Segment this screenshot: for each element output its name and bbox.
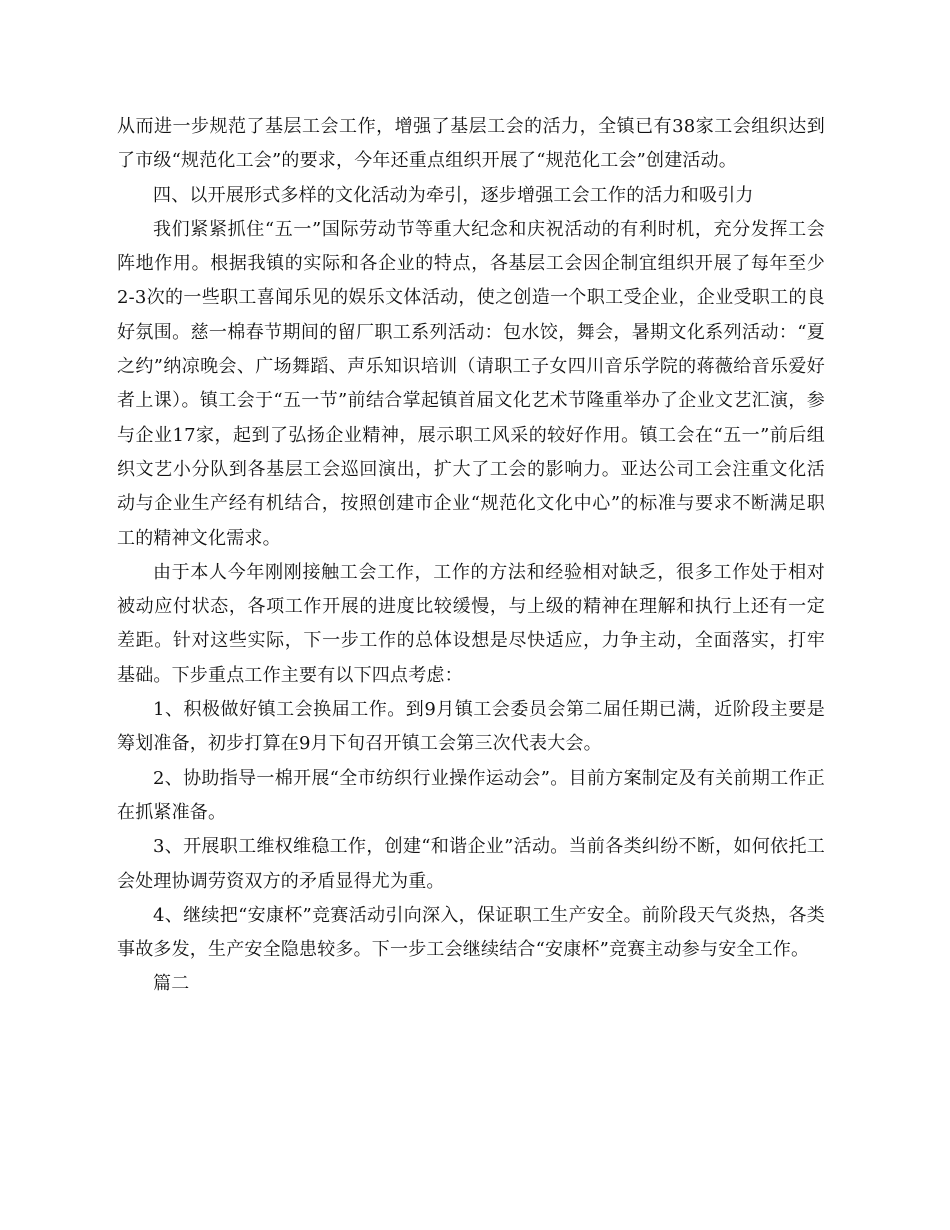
list-item-1: 1、积极做好镇工会换届工作。到9月镇工会委员会第二届任期已满，近阶段主要是筹划准备，初步打算在9月下旬召开镇工会第三次代表大会。 — [117, 699, 825, 755]
list-item-4: 4、继续把“安康杯”竞赛活动引向深入，保证职工生产安全。前阶段天气炎热，各类事故多发，生产安全隐患较多。下一步工会继续结合“安康杯”竞赛主动参与安全工作。 — [117, 904, 825, 961]
document-body — [117, 110, 825, 1002]
paragraph-culture-activities: 我们紧紧抓住“五一”国际劳动节等重大纪念和庆祝活动的有利时机，充分发挥工会阵地作用。根据我镇的实际和各企业的特点，各基层工会因企制宜组织开展了每年至少2-3次的一些职工喜闻乐见的娱乐文体活动，使之创造一个职工受企业，企业受职工的良好氛围。慈一棉春节期间的留厂职工系列活动：包水饺，舞会，暑期文化系列活动：“夏之约”纳凉晚会、广场舞蹈、声乐知识培训（请职工子女四川音乐学院的蒋薇给音乐爱好者上课）。镇工会于“五一节”前结合掌起镇首届文化艺术节隆重举办了企业文艺汇演，参与企业17家，起到了弘扬企业精神，展示职工风采的较好作用。镇工会在“五一”前后组织文艺小分队到各基层工会巡回演出，扩大了工会的影响力。亚达公司工会注重文化活动与企业生产经有机结合，按照创建市企业“规范化文化中心”的标准与要求不断满足职工的精神文化需求。 — [117, 218, 825, 549]
section-label-part-two: 篇二 — [153, 973, 190, 995]
list-item-3: 3、开展职工维权维稳工作，创建“和谐企业”活动。当前各类纠纷不断，如何依托工会处理协调劳资双方的矛盾显得尤为重。 — [117, 836, 825, 892]
section-heading-four: 四、以开展形式多样的文化活动为牵引，逐步增强工会工作的活力和吸引力 — [153, 184, 754, 206]
paragraph-continuation: 从而进一步规范了基层工会工作，增强了基层工会的活力，全镇已有38家工会组织达到了市级“规范化工会”的要求，今年还重点组织开展了“规范化工会”创建活动。 — [117, 116, 825, 172]
paragraph-next-steps: 由于本人今年刚刚接触工会工作，工作的方法和经验相对缺乏，很多工作处于相对被动应付状态，各项工作开展的进度比较缓慢，与上级的精神在理解和执行上还有一定差距。针对这些实际，下一步工作的总体设想是尽快适应，力争主动，全面落实，打牢基础。下步重点工作主要有以下四点考虑： — [117, 561, 825, 686]
list-item-2: 2、协助指导一棉开展“全市纺织行业操作运动会”。目前方案制定及有关前期工作正在抓紧准备。 — [117, 767, 825, 823]
